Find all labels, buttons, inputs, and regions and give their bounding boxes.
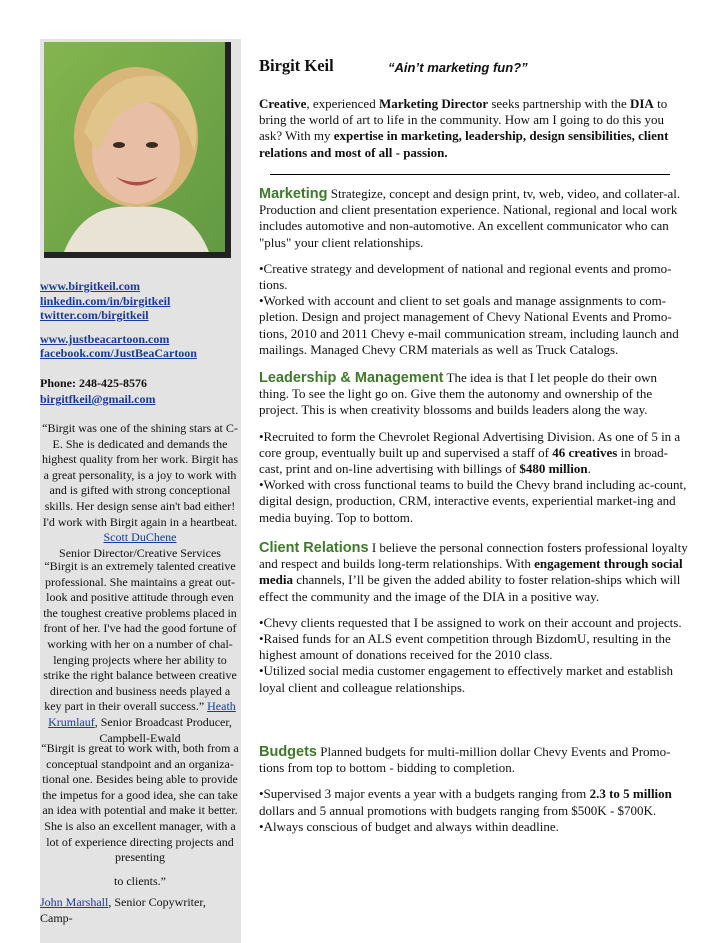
testimonial-role: , Senior Copywriter, Camp- [40, 895, 206, 925]
section-heading: Leadership & Management [259, 370, 444, 386]
intro-bold: DIA [629, 96, 654, 111]
link-linkedin[interactable]: linkedin.com/in/birgitkeil [40, 293, 171, 308]
bullet: •Always conscious of budget and always within deadline. [259, 818, 559, 834]
section-lead: Strategize, concept and design print, tv, web, video, and collater-al. Production and client presentation experience. National, regional and local work includes automotive and non-automotive. An excellent communicator who can "plus" your client relationships. [259, 186, 681, 250]
bullet-text: dollars and 5 annual promotions with budgets ranging from $500K - $700K. [259, 802, 657, 818]
testimonial-text: “Birgit is an extremely talented creative professional. She maintains a great out-look and positive attitude through even the toughest creative problems placed in front of her. I've had the good fortune of working with her on a number of chal-lenging projects where her ability to strike the right balance between creative direction and business needs played a key part in their overall success.” [43, 559, 237, 714]
intro-paragraph [259, 96, 689, 161]
section-lead-bold: engagement through social media [259, 556, 683, 588]
bullet: •Chevy clients requested that I be assigned to work on their account and projects. [259, 614, 682, 630]
section-lead: channels, I’ll be given the added ability to foster relation-ships which will effect the community and the image of the DIA in a positive way. [259, 572, 681, 604]
intro-bold: Marketing Director [378, 96, 489, 111]
intro-bold: Creative [259, 96, 307, 111]
intro-text: to bring the world of art to life in the community. How am I going to do this you ask? With my [259, 96, 668, 144]
bullet-bold: 46 creatives [552, 444, 618, 460]
testimonial-3 [40, 741, 240, 927]
bullet-text: •Recruited to form the Chevrolet Regional Advertising Division. As one of 5 in a core group, eventually built up and supervised a staff of [259, 428, 681, 460]
intro-text: seeks partnership with the [488, 96, 630, 111]
link-cartoon-site[interactable]: www.justbeacartoon.com [40, 331, 170, 346]
section-heading: Client Relations [259, 540, 369, 556]
bullet: •Creative strategy and development of national and regional events and promo-tions. [259, 260, 672, 293]
bullet: •Worked with account and client to set goals and manage assignments to com-pletion. Design and project management of Chevy National Events and Promo-tions, 2010 and 2011 Chevy e-mail communication stream, including launch and mailings. Managed Chevy CRM materials as well as Truck Catalogs. [259, 293, 679, 357]
phone: Phone: 248-425-8576 [40, 376, 147, 390]
section-lead: Planned budgets for multi-million dollar Chevy Events and Promo-tions from top to bottom - bidding to completion. [259, 744, 671, 776]
bullet-text: . [587, 461, 591, 477]
testimonial-role: Senior Director/Creative Services [59, 545, 221, 560]
bullet: •Utilized social media customer engagement to effectively market and establish loyal client and colleague relationships. [259, 663, 674, 695]
testimonial-role: , Senior Broadcast Producer, Campbell-Ewald [94, 714, 232, 745]
testimonial-author-link[interactable]: John Marshall [40, 895, 109, 910]
section-heading: Marketing [259, 186, 328, 202]
link-website[interactable]: www.birgitkeil.com [40, 279, 140, 293]
bullet-text: in broad-cast, print and on-line advertising with billings of [259, 444, 668, 477]
link-facebook[interactable]: facebook.com/JustBeaCartoon [40, 346, 197, 360]
link-twitter[interactable]: twitter.com/birgitkeil [40, 308, 149, 322]
section-heading: Budgets [259, 744, 317, 760]
bullet-text: •Supervised 3 major events a year with a budgets ranging from [259, 786, 590, 802]
divider [270, 174, 670, 175]
contact-info [40, 375, 240, 407]
testimonial-text: “Birgit is great to work with, both from a conceptual standpoint and an organiza-tional one. Besides being able to provide the impetus for a good idea, she can take an idea with potential and make it better. She is also an excellent manager, with a lot of experience directing projects and presenting [41, 741, 239, 865]
section-leadership [259, 370, 689, 526]
intro-text: , experienced [306, 96, 379, 111]
testimonial-text: “Birgit was one of the shining stars at C-E. She is dedicated and demands the highest quality from her work. Birgit has a great personality, is a joy to work with and is gifted with strong conceptional skills. Her design sense ain't bad either! I'd work with Birgit again in a heartbeat. [41, 421, 239, 529]
bullet-bold: 2.3 to 5 million [589, 786, 672, 802]
tagline: “Ain’t marketing fun?” [388, 60, 528, 75]
section-budgets [259, 744, 689, 835]
section-lead: I believe the personal connection fosters professional loyalty and respect and builds long-term relationships. With [259, 540, 688, 572]
testimonial-author-link[interactable]: Scott DuChene [103, 530, 177, 545]
testimonial-author-link[interactable]: Heath Krumlauf [48, 699, 236, 729]
profile-photo [44, 42, 231, 258]
testimonial-text-end: to clients.” [114, 873, 166, 888]
testimonial-1 [40, 421, 240, 561]
bullet: •Worked with cross functional teams to build the Chevy brand including ac-count, digital design, production, CRM, interactive events, experiential market-ing and media buying. Top to bottom. [259, 477, 687, 525]
web-links [40, 279, 240, 361]
section-marketing [259, 186, 689, 358]
bullet-bold: $480 million [519, 461, 588, 477]
intro-bold: expertise in marketing, leadership, design sensibilities, client relations and most of all - passion. [259, 128, 669, 160]
bullet: •Raised funds for an ALS event competition through BizdomU, resulting in the highest amount of donations received for the 2010 class. [259, 631, 671, 663]
name-heading: Birgit Keil [259, 56, 334, 75]
testimonial-2 [40, 559, 240, 746]
section-lead: The idea is that I let people do their own thing. To see the light go on. Give them the autonomy and ownership of the project. This is when creativity blossoms and builds leaders along the way. [259, 370, 657, 418]
section-client-relations [259, 540, 689, 696]
email-link[interactable]: birgitfkeil@gmail.com [40, 392, 156, 406]
